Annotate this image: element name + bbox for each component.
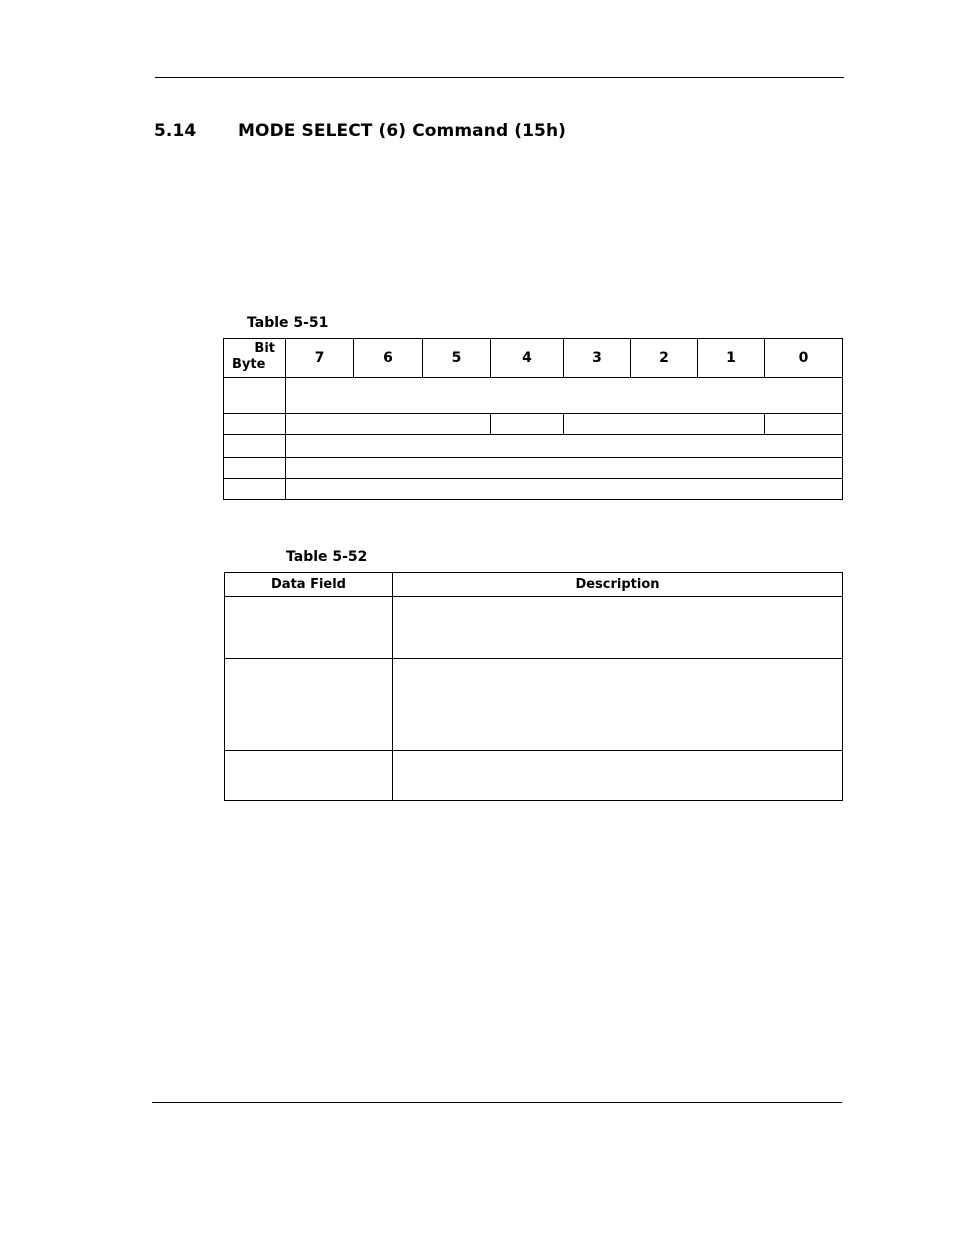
table-row bbox=[224, 479, 843, 500]
field-cell bbox=[564, 414, 765, 435]
table-51-caption: Table 5-51 bbox=[247, 315, 329, 331]
byte-cell bbox=[224, 435, 286, 458]
bit-7-header: 7 bbox=[286, 339, 354, 378]
bit-2-header: 2 bbox=[631, 339, 698, 378]
bit-label: Bit bbox=[254, 341, 275, 356]
byte-cell bbox=[224, 378, 286, 414]
data-field-cell bbox=[225, 751, 393, 801]
byte-label: Byte bbox=[232, 357, 266, 372]
field-cell bbox=[286, 435, 843, 458]
description-header: Description bbox=[393, 573, 843, 597]
bit-6-header: 6 bbox=[354, 339, 423, 378]
table-52-caption: Table 5-52 bbox=[286, 549, 368, 565]
footer-rule bbox=[152, 1102, 842, 1103]
description-cell bbox=[393, 751, 843, 801]
field-cell bbox=[286, 458, 843, 479]
table-row bbox=[225, 597, 843, 659]
bit-4-header: 4 bbox=[491, 339, 564, 378]
bit-3-header: 3 bbox=[564, 339, 631, 378]
bit-byte-corner-cell bbox=[224, 339, 286, 378]
table-row bbox=[224, 378, 843, 414]
byte-cell bbox=[224, 479, 286, 500]
table-row bbox=[225, 751, 843, 801]
bit-5-header: 5 bbox=[423, 339, 491, 378]
field-cell bbox=[765, 414, 843, 435]
command-descriptor-table bbox=[223, 338, 843, 500]
field-cell bbox=[286, 414, 491, 435]
table-row bbox=[224, 435, 843, 458]
section-title: MODE SELECT (6) Command (15h) bbox=[238, 121, 567, 141]
field-cell bbox=[286, 479, 843, 500]
data-field-cell bbox=[225, 659, 393, 751]
data-field-cell bbox=[225, 597, 393, 659]
byte-cell bbox=[224, 414, 286, 435]
bit-1-header: 1 bbox=[698, 339, 765, 378]
header-rule bbox=[155, 77, 844, 78]
description-cell bbox=[393, 659, 843, 751]
field-cell bbox=[286, 378, 843, 414]
data-field-header: Data Field bbox=[225, 573, 393, 597]
field-cell bbox=[491, 414, 564, 435]
section-number: 5.14 bbox=[154, 121, 197, 141]
table-row bbox=[224, 458, 843, 479]
header-row bbox=[225, 573, 843, 597]
description-cell bbox=[393, 597, 843, 659]
byte-cell bbox=[224, 458, 286, 479]
bit-header-row bbox=[224, 339, 843, 378]
data-field-description-table bbox=[224, 572, 843, 801]
table-row bbox=[224, 414, 843, 435]
table-row bbox=[225, 659, 843, 751]
bit-0-header: 0 bbox=[765, 339, 843, 378]
